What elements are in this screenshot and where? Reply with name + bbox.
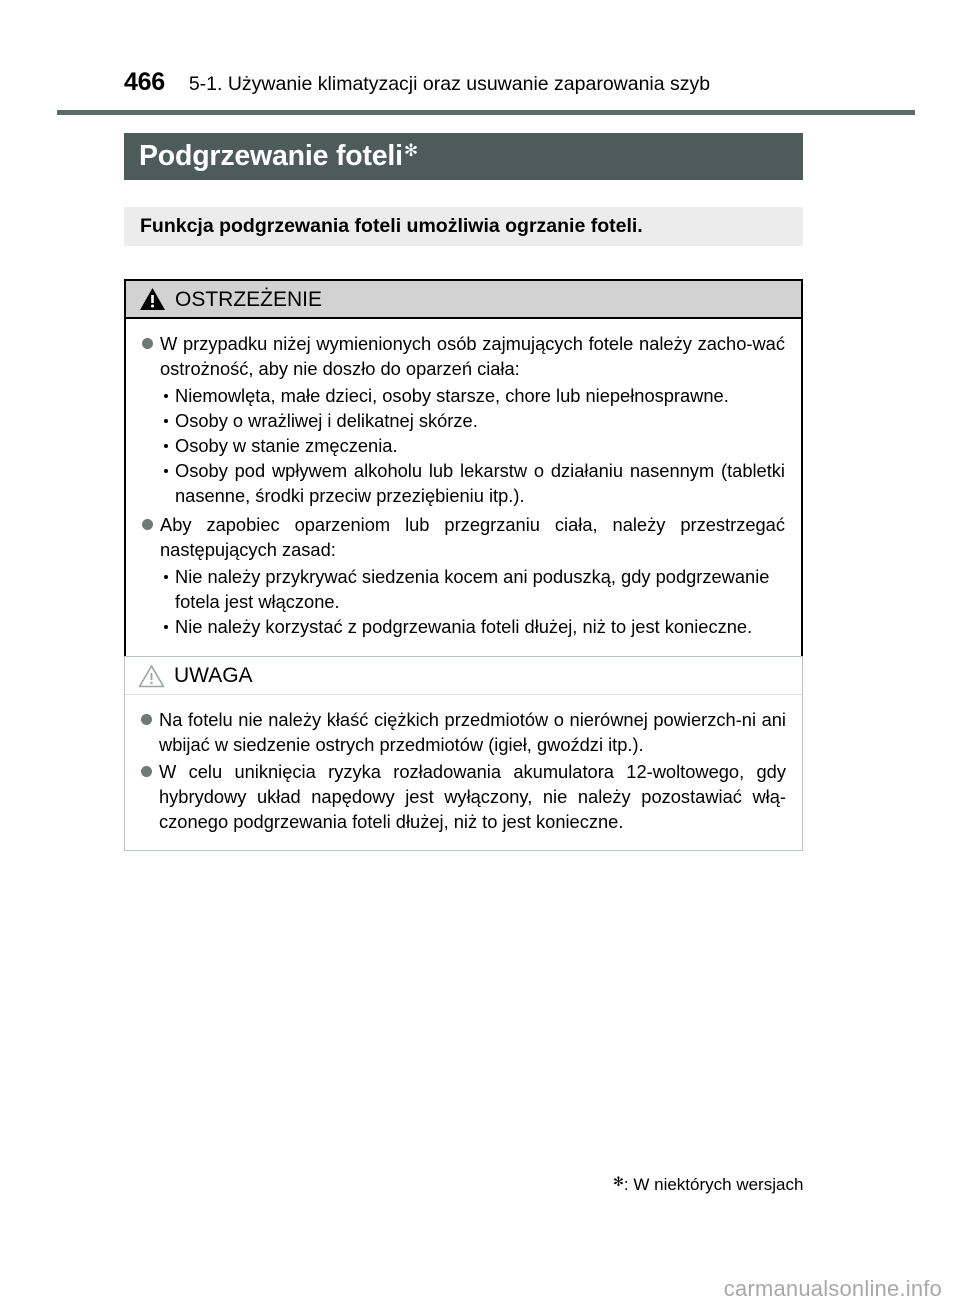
list-item xyxy=(141,707,786,757)
list-item xyxy=(164,433,785,458)
sub-bullet-dot-icon xyxy=(164,469,168,473)
running-header xyxy=(124,70,824,95)
warning-sub-item-text: Osoby o wrażliwej i delikatnej skórze. xyxy=(175,410,478,431)
warning-triangle-filled-icon xyxy=(139,287,166,311)
warning-callout xyxy=(124,279,803,659)
warning-sub-list xyxy=(164,383,785,508)
notice-callout-body xyxy=(125,695,802,850)
section-title-text: Podgrzewanie foteli xyxy=(139,140,403,173)
footnote-asterisk: ✻ xyxy=(613,1174,624,1189)
sub-bullet-dot-icon xyxy=(164,625,168,629)
section-title-asterisk: ✻ xyxy=(403,141,418,161)
list-item xyxy=(164,383,785,408)
notice-callout-header xyxy=(125,657,802,695)
subtitle-text: Funkcja podgrzewania foteli umożliwia ogrzanie foteli. xyxy=(140,214,643,237)
warning-callout-header xyxy=(126,281,801,319)
warning-sub-item-text: Osoby pod wpływem alkoholu lub lekarstw o działaniu nasennym (tabletki nasenne, środki przeciw przeziębieniu itp.). xyxy=(175,460,785,506)
warning-sub-item-text: Niemowlęta, małe dzieci, osoby starsze, chore lub niepełnosprawne. xyxy=(175,385,729,406)
list-item xyxy=(164,564,785,614)
bullet-dot-icon xyxy=(141,766,152,777)
list-item xyxy=(141,759,786,834)
notice-item-text: Na fotelu nie należy kłaść ciężkich przedmiotów o nierównej powierzch-ni ani wbijać w siedzenie ostrych przedmiotów (igieł, gwoździ itp.). xyxy=(159,709,786,755)
bullet-dot-icon xyxy=(142,338,153,349)
warning-item-text: Aby zapobiec oparzeniom lub przegrzaniu ciała, należy przestrzegać następujących zasad: xyxy=(160,514,785,560)
notice-item-text: W celu uniknięcia ryzyka rozładowania akumulatora 12-woltowego, gdy hybrydowy układ napędowy jest wyłączony, nie należy pozostawiać włą-czonego podgrzewania foteli dłużej, niż to jest konieczne. xyxy=(159,761,786,832)
page-number: 466 xyxy=(124,68,165,96)
warning-callout-label: OSTRZEŻENIE xyxy=(175,287,323,311)
header-section-title: 5-1. Używanie klimatyzacji oraz usuwanie zaparowania szyb xyxy=(188,73,711,95)
warning-callout-body xyxy=(126,319,801,657)
header-divider xyxy=(57,110,915,115)
list-item xyxy=(142,331,785,381)
warning-sub-item-text: Osoby w stanie zmęczenia. xyxy=(175,435,398,456)
list-item xyxy=(164,458,785,508)
subtitle-band xyxy=(124,207,803,246)
bullet-dot-icon xyxy=(141,714,152,725)
warning-sub-item-text: Nie należy korzystać z podgrzewania foteli dłużej, niż to jest konieczne. xyxy=(175,616,753,637)
bullet-dot-icon xyxy=(142,519,153,530)
warning-sub-list xyxy=(164,564,785,639)
notice-callout-label: UWAGA xyxy=(174,664,253,687)
warning-sub-item-text: Nie należy przykrywać siedzenia kocem ani poduszką, gdy podgrzewanie fotela jest włączone. xyxy=(175,566,770,612)
watermark: carmanualsonline.info xyxy=(723,1276,942,1301)
footnote xyxy=(613,1175,803,1193)
sub-bullet-dot-icon xyxy=(164,575,168,579)
notice-callout xyxy=(124,656,803,851)
list-item xyxy=(164,408,785,433)
sub-bullet-dot-icon xyxy=(164,444,168,448)
section-title-bar xyxy=(124,133,803,180)
sub-bullet-dot-icon xyxy=(164,419,168,423)
list-item xyxy=(164,614,785,639)
section-title xyxy=(139,142,418,171)
list-item xyxy=(142,512,785,562)
footnote-text: : W niektórych wersjach xyxy=(623,1175,804,1194)
warning-triangle-outline-icon xyxy=(138,664,165,688)
sub-bullet-dot-icon xyxy=(164,394,168,398)
warning-item-text: W przypadku niżej wymienionych osób zajmujących fotele należy zacho-wać ostrożność, aby nie doszło do oparzeń ciała: xyxy=(160,333,785,379)
